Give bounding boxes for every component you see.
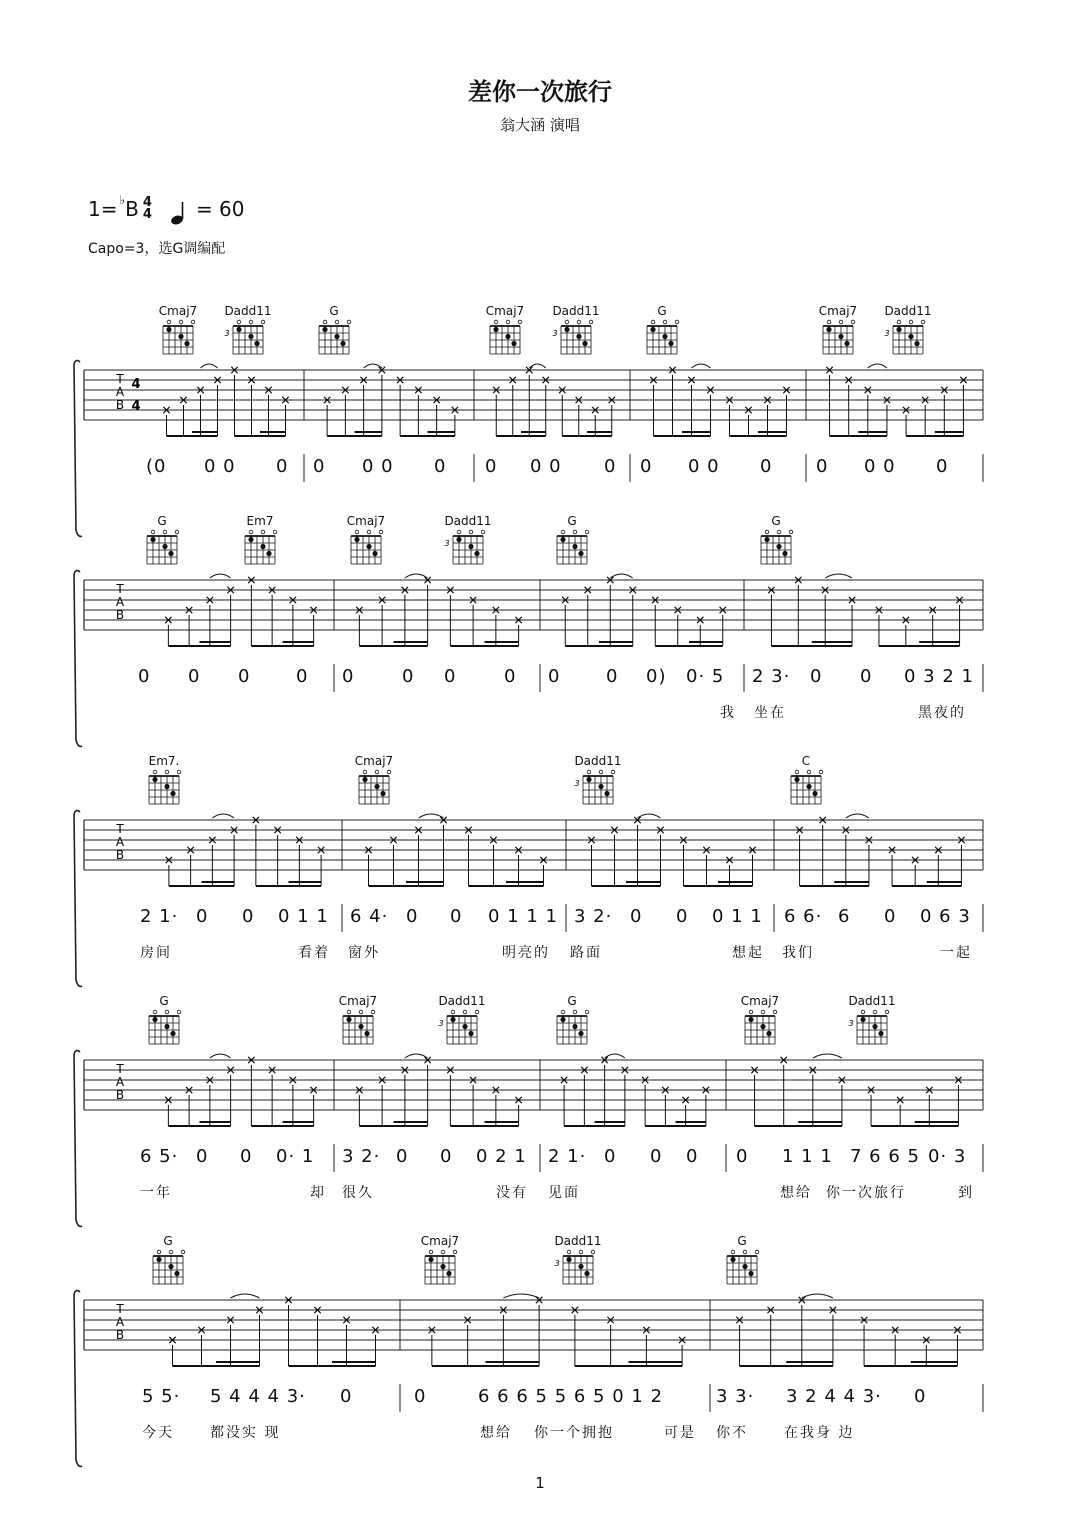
tab-clef-letter: T — [116, 822, 124, 836]
tab-clef-letter: B — [115, 398, 125, 412]
lyric: 很久 — [342, 1185, 374, 1201]
jianpu-number: 0 — [816, 456, 829, 477]
tab-time-bottom: 4 — [131, 399, 141, 414]
open-string-mark — [731, 1250, 735, 1254]
system-bracket — [74, 1290, 82, 1466]
jianpu-number: 3 2· — [342, 1146, 381, 1167]
key-prefix: 1= — [88, 197, 118, 221]
lyric: 都没实 现 — [210, 1425, 281, 1441]
lyric: 却 — [310, 1185, 326, 1201]
capo-note: Capo=3，选G调编配 — [88, 241, 226, 257]
lyric: 我 — [720, 705, 736, 721]
lyric: 你一次旅行 — [826, 1185, 906, 1201]
jianpu-number: 0 — [440, 1146, 453, 1167]
tie-arc — [503, 1294, 539, 1298]
chord-dot — [730, 1257, 735, 1262]
chord-name: Dadd11 — [444, 514, 492, 528]
jianpu-number: 0 — [736, 1146, 749, 1167]
jianpu-number: 0 0 — [204, 456, 236, 477]
tab-clef-letter: B — [115, 848, 125, 862]
jianpu-number: 6 — [838, 906, 851, 927]
chord-name: G — [157, 514, 167, 528]
jianpu-number: 0 — [242, 906, 255, 927]
lyric: 没有 — [496, 1185, 528, 1201]
jianpu-number: 0 — [604, 1146, 617, 1167]
chord-name: G — [657, 304, 667, 318]
chord-name: Dadd11 — [552, 304, 600, 318]
chord-name: Dadd11 — [848, 994, 896, 1008]
chord-name: G — [737, 1234, 747, 1248]
chord-name: Cmaj7 — [420, 1234, 460, 1248]
chord-name: Cmaj7 — [485, 304, 525, 318]
chord-dot — [742, 1264, 747, 1269]
jianpu-number: 0 — [444, 666, 457, 687]
jianpu-number: 0 — [450, 906, 463, 927]
jianpu-number: 0 — [548, 666, 561, 687]
chord-diagram — [554, 1250, 594, 1284]
chord-dot — [156, 1257, 161, 1262]
jianpu-number: 3 2 4 4 3· — [786, 1386, 882, 1407]
jianpu-number: 0 — [860, 666, 873, 687]
lyric: 可是 — [664, 1425, 696, 1441]
tab-clef-letter: A — [115, 385, 125, 399]
chord-fret-number: 3 — [444, 539, 450, 548]
jianpu-number: 3 2· — [574, 906, 613, 927]
tab-clef-letter: T — [116, 1062, 124, 1076]
chord-name: Dadd11 — [554, 1234, 602, 1248]
lyric: 想给 — [480, 1425, 512, 1441]
tab-clef-letter: B — [115, 1088, 125, 1102]
chord-name: Em7. — [148, 754, 180, 768]
tab-clef-letter: T — [116, 582, 124, 596]
key-letter: B — [125, 197, 139, 221]
tab-clef-letter: A — [115, 835, 125, 849]
jianpu-number: 0· 5 — [686, 666, 725, 687]
jianpu-number: 0 — [188, 666, 201, 687]
open-string-mark — [181, 1250, 185, 1254]
jianpu-number: 0 — [434, 456, 447, 477]
jianpu-number: 0 — [640, 456, 653, 477]
jianpu-number: 0 — [414, 1386, 427, 1407]
chord-dot — [428, 1257, 433, 1262]
chord-name: Cmaj7 — [158, 304, 198, 318]
chord-name: G — [329, 304, 339, 318]
jianpu-number: 0 — [196, 906, 209, 927]
jianpu-number: 6 5· — [140, 1146, 179, 1167]
lyric: 看着 — [298, 945, 330, 961]
jianpu-number: 1 1 1 — [782, 1146, 833, 1167]
chord-dot — [566, 1257, 571, 1262]
lyric: 在我身 边 — [784, 1425, 855, 1441]
jianpu-number: 0 — [676, 906, 689, 927]
chord-fret-number: 3 — [438, 1019, 444, 1028]
open-string-mark — [567, 1250, 571, 1254]
jianpu-number: 0 — [238, 666, 251, 687]
chord-dot — [748, 1271, 753, 1276]
chord-dot — [446, 1271, 451, 1276]
tie-arc — [231, 1294, 260, 1298]
jianpu-number: 6 4· — [350, 906, 389, 927]
lyric: 坐在 — [754, 705, 786, 721]
jianpu-number: 7 6 6 5 — [850, 1146, 920, 1167]
lyric: 明亮的 — [502, 945, 550, 961]
jianpu-number: (0 — [146, 456, 167, 477]
jianpu-number: 0 — [936, 456, 949, 477]
jianpu-number: 0 0 — [864, 456, 896, 477]
lyric: 一起 — [940, 945, 972, 961]
jianpu-number: 5 5· — [142, 1386, 181, 1407]
jianpu-number: 0 0 — [362, 456, 394, 477]
chord-name: Dadd11 — [884, 304, 932, 318]
jianpu-number: 0· 1 — [276, 1146, 315, 1167]
tab-clef-letter: B — [115, 1328, 125, 1342]
lyric: 房间 — [140, 945, 172, 961]
jianpu-number: 0 — [276, 456, 289, 477]
jianpu-number: 6 6· — [784, 906, 823, 927]
chord-fret-number: 3 — [848, 1019, 854, 1028]
chord-name: Cmaj7 — [354, 754, 394, 768]
song-title: 差你一次旅行 — [468, 78, 612, 106]
jianpu-number: 0 6 3 — [920, 906, 971, 927]
chord-name: Dadd11 — [224, 304, 272, 318]
open-string-mark — [743, 1250, 747, 1254]
chord-dot — [168, 1264, 173, 1269]
chord-name: G — [771, 514, 781, 528]
chord-dot — [584, 1271, 589, 1276]
tab-time-top: 4 — [131, 377, 141, 392]
chord-diagram — [153, 1250, 185, 1284]
open-string-mark — [157, 1250, 161, 1254]
jianpu-number: 0 — [760, 456, 773, 477]
jianpu-number: 0 — [313, 456, 326, 477]
chord-name: G — [159, 994, 169, 1008]
jianpu-number: 0 — [196, 1146, 209, 1167]
jianpu-number: 0 3 2 1 — [904, 666, 974, 687]
jianpu-number: 0 — [630, 906, 643, 927]
lyric: 到 — [958, 1185, 974, 1201]
jianpu-number: 0 — [810, 666, 823, 687]
open-string-mark — [591, 1250, 595, 1254]
chord-name: Dadd11 — [438, 994, 486, 1008]
jianpu-number: 0 — [402, 666, 415, 687]
lyric: 见面 — [548, 1185, 580, 1201]
jianpu-number: 0 — [296, 666, 309, 687]
jianpu-number: 0 — [650, 1146, 663, 1167]
chord-name: G — [567, 994, 577, 1008]
chord-name: G — [163, 1234, 173, 1248]
chord-dot — [578, 1264, 583, 1269]
jianpu-number: 0 1 1 — [712, 906, 763, 927]
time-signature-bottom: 4 — [142, 207, 152, 222]
jianpu-number: 0 1 1 1 — [488, 906, 558, 927]
jianpu-number: 0 0 — [688, 456, 720, 477]
tempo-marking: = 60 — [195, 197, 245, 221]
tab-clef-letter: A — [115, 1315, 125, 1329]
chord-name: Cmaj7 — [346, 514, 386, 528]
jianpu-number: 0 — [686, 1146, 699, 1167]
lyric: 今天 — [142, 1425, 174, 1441]
jianpu-number: 0· 3 — [928, 1146, 967, 1167]
time-signature-top: 4 — [142, 195, 152, 210]
open-string-mark — [579, 1250, 583, 1254]
jianpu-number: 0) — [646, 666, 667, 687]
artist-credit: 翁大涵 演唱 — [500, 116, 580, 134]
tie-arc — [802, 1294, 833, 1298]
open-string-mark — [169, 1250, 173, 1254]
open-string-mark — [755, 1250, 759, 1254]
lyric: 你不 — [716, 1425, 748, 1441]
flat-symbol: ♭ — [119, 193, 126, 207]
chord-name: Dadd11 — [574, 754, 622, 768]
chord-diagram — [727, 1250, 759, 1284]
chord-name: Em7 — [246, 514, 274, 528]
jianpu-number: 0 — [604, 456, 617, 477]
jianpu-number: 0 — [606, 666, 619, 687]
open-string-mark — [429, 1250, 433, 1254]
chord-name: G — [567, 514, 577, 528]
chord-diagram — [425, 1250, 457, 1284]
chord-dot — [440, 1264, 445, 1269]
chord-name: Cmaj7 — [338, 994, 378, 1008]
tab-clef-letter: A — [115, 1075, 125, 1089]
jianpu-number: 0 — [240, 1146, 253, 1167]
jianpu-number: 3 3· — [716, 1386, 755, 1407]
chord-fret-number: 3 — [552, 329, 558, 338]
open-string-mark — [441, 1250, 445, 1254]
lyric: 我们 — [782, 945, 814, 961]
lyric: 想给 — [780, 1185, 812, 1201]
lyric: 黑夜的 — [918, 705, 966, 721]
tab-clef-letter: A — [115, 595, 125, 609]
tab-clef-letter: T — [116, 372, 124, 386]
chord-fret-number: 3 — [884, 329, 890, 338]
chord-fret-number: 3 — [574, 779, 580, 788]
lyric: 你一个拥抱 — [534, 1425, 614, 1441]
jianpu-number: 0 2 1 — [476, 1146, 527, 1167]
jianpu-number: 0 — [138, 666, 151, 687]
tab-clef-letter: T — [116, 1302, 124, 1316]
lyric: 想起 — [732, 945, 764, 961]
lyric: 一年 — [140, 1185, 172, 1201]
jianpu-number: 0 — [406, 906, 419, 927]
chord-name: C — [801, 754, 811, 768]
jianpu-number: 0 — [342, 666, 355, 687]
jianpu-number: 0 — [884, 906, 897, 927]
chord-fret-number: 3 — [554, 1259, 560, 1268]
lyric: 窗外 — [348, 945, 380, 961]
jianpu-number: 2 1· — [548, 1146, 587, 1167]
jianpu-number: 2 3· — [752, 666, 791, 687]
chord-name: Cmaj7 — [818, 304, 858, 318]
page-number: 1 — [535, 1474, 545, 1492]
jianpu-number: 0 — [340, 1386, 353, 1407]
jianpu-number: 6 6 6 5 5 6 5 0 1 2 — [478, 1386, 664, 1407]
jianpu-number: 0 0 — [530, 456, 562, 477]
jianpu-number: 0 1 1 — [278, 906, 329, 927]
jianpu-number: 0 — [396, 1146, 409, 1167]
chord-dot — [174, 1271, 179, 1276]
chord-fret-number: 3 — [224, 329, 230, 338]
chord-name: Cmaj7 — [740, 994, 780, 1008]
jianpu-number: 0 — [504, 666, 517, 687]
jianpu-number: 0 — [485, 456, 498, 477]
jianpu-number: 2 1· — [140, 906, 179, 927]
tab-clef-letter: B — [115, 608, 125, 622]
jianpu-number: 0 — [914, 1386, 927, 1407]
lyric: 路面 — [570, 945, 602, 961]
jianpu-number: 5 4 4 4 3· — [210, 1386, 306, 1407]
open-string-mark — [453, 1250, 457, 1254]
